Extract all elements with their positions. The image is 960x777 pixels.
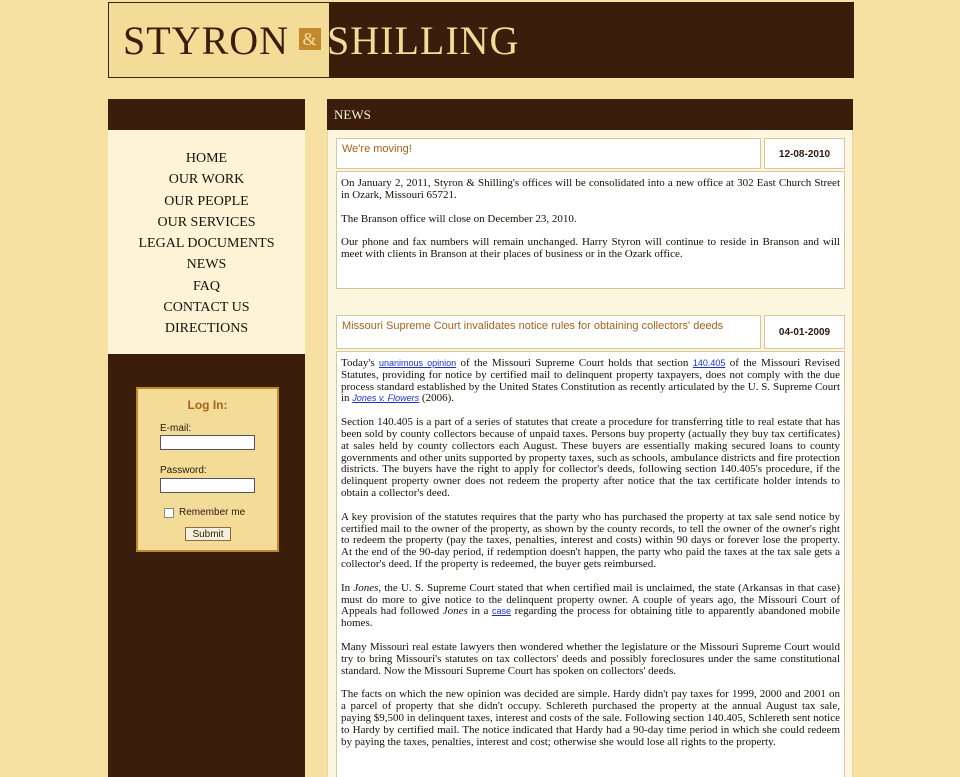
logo-ampersand: & [299,28,321,50]
email-label: E-mail: [160,423,192,434]
submit-button[interactable]: Submit [185,527,231,541]
nav-home[interactable]: HOME [185,151,228,166]
password-field[interactable] [160,478,255,493]
nav-our-work[interactable]: OUR WORK [168,172,245,188]
nav-our-people[interactable]: OUR PEOPLE [164,193,249,209]
jones-v-flowers-link[interactable] [352,393,419,403]
news-header-bar [327,99,853,130]
main-nav [108,130,305,354]
link-text: Jones v. Flowers [352,393,420,404]
site-logo[interactable] [123,17,519,65]
logo-word-shilling: SHILLING [327,18,520,63]
text-run: (2006). [419,392,454,405]
post-title[interactable]: Missouri Supreme Court invalidates notice rules for obtaining collectors' deeds [336,315,761,349]
text-run: , the U. S. Supreme Court stated that when certified mail is unclaimed, the state (Arkansas in that case) must do more to give notice to the delinquent property owner. A couple of years ago, the Missouri Court of Appeals had followed [341,581,840,618]
nav-news[interactable]: NEWS [186,257,227,273]
remember-me-label: Remember me [179,507,246,518]
news-content [327,130,853,777]
text-run: regarding the process for obtaining title to apparently abandoned mobile homes. [341,605,840,630]
text-run: in a [467,605,492,618]
sidebar-header-bar [108,99,305,130]
nav-faq[interactable]: FAQ [193,278,220,294]
case-name: Jones [442,605,468,618]
text-run: Today's [341,357,379,369]
case-name: Jones [353,581,379,594]
site-header [108,2,854,78]
logo-word-styron: STYRON [123,18,290,63]
post-paragraph: Our phone and fax numbers will remain unchanged. Harry Styron will continue to reside in Branson and will meet with clients in Branson at their places of business or in the Ozark office. [341,236,840,261]
text-run: of the Missouri Revised Statutes, providing for notice by certified mail to delinquent property taxpayers, does not comply with the due process standard established by the United States Constitution as recently articulated by the U. S. Supreme Court in [341,357,840,405]
text-run: In [341,581,354,594]
nav-legal-documents[interactable]: LEGAL DOCUMENTS [138,236,275,252]
login-box [136,387,279,552]
login-title: Log In: [187,398,228,412]
post-paragraph [341,583,840,630]
text-run: of the Missouri Supreme Court holds that section [456,357,693,369]
post-title[interactable]: We're moving! [336,138,761,169]
post-body [336,171,845,289]
post-body [336,351,845,777]
post-paragraph: The facts on which the new opinion was decided are simple. Hardy didn't pay taxes for 1999, 2000 and 2001 on a parcel of property that she didn't occupy. Schlereth purchased the property at the annual August tax sale, paying $9,500 in delinquent taxes, interest and costs of the sale. Following section 140.405, Schlereth sent notice to Hardy by certified mail. The notice indicated that Hardy had a 90-day time period in which she could redeem by paying the taxes, penalties, interest and cost; otherwise she would lose all rights to the property. [341,688,840,748]
nav-our-services[interactable]: OUR SERVICES [157,214,256,230]
password-label: Password: [160,465,207,476]
post-date: 04-01-2009 [764,315,845,349]
post-date: 12-08-2010 [764,138,845,169]
section-140405-link[interactable]: 140.405 [692,358,726,368]
nav-directions[interactable]: DIRECTIONS [164,321,249,337]
post-paragraph [341,358,840,405]
email-field[interactable] [160,435,255,450]
remember-me-checkbox[interactable] [164,508,174,518]
page-title: NEWS [334,107,371,122]
post-paragraph: A key provision of the statutes requires that the party who has purchased the property at tax sale send notice by certified mail to the owner of the property, as shown by the county records, to tell the owner of the owner's right to redeem the property (pay the taxes, penalties, interest and costs) within 90 days or forever lose the property. At the end of the 90-day period, if redemption doesn't happen, the party who paid the taxes at the tax sale gets a collector's deed. If the property is redeemed, the buyer gets reimbursed. [341,510,840,570]
remember-me-row [164,507,245,518]
post-paragraph: The Branson office will close on December 23, 2010. [341,212,577,225]
nav-contact-us[interactable]: CONTACT US [163,300,250,316]
case-link[interactable]: case [491,606,511,617]
post-paragraph: Many Missouri real estate lawyers then wondered whether the legislature or the Missouri Supreme Court would try to bring Missouri's statutes on tax collectors' deeds and possibly foreclosures under the same constitutional standard. Now the Missouri Supreme Court has spoken on collectors' deeds. [341,640,840,677]
post-paragraph: Section 140.405 is a part of a series of statutes that create a procedure for transferring title to real estate that has been sold by county collectors because of unpaid taxes. Persons buy property (actually they buy tax certificates) at sales held by county collectors each August. These buyers are essentially making secured loans to county governments and other units supported by property taxes, such as schools, ambulance districts and fire protection districts. The buyers have the right to apply for collector's deeds, following section 140.405's procedure, if the delinquent property owner does not redeem the property after notice that the tax certificate holder intends to obtain a collector's deed. [341,416,840,499]
unanimous-opinion-link[interactable]: unanimous opinion [378,358,457,368]
post-paragraph: On January 2, 2011, Styron & Shilling's offices will be consolidated into a new office at 302 East Church Street in Ozark, Missouri 65721. [341,177,840,201]
